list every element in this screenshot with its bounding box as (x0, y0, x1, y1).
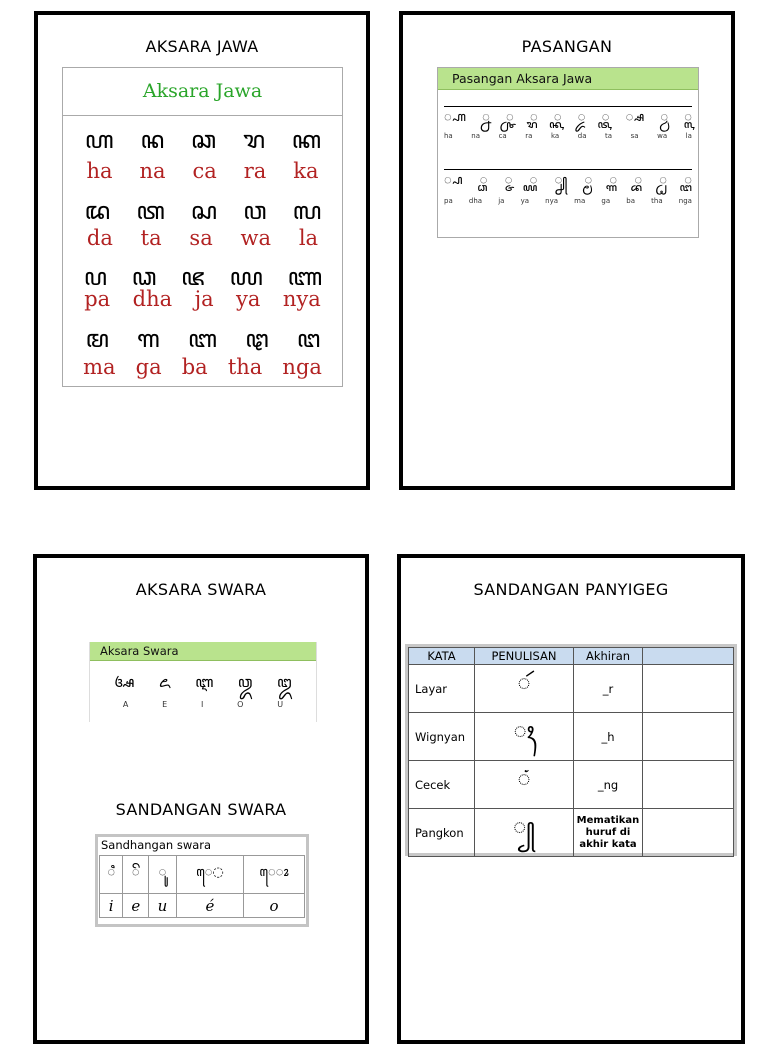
glyph: ꦈ (277, 673, 292, 691)
latin-label: ma (574, 197, 586, 205)
latin-label: wa (657, 132, 668, 140)
glyph: ꦣ (131, 263, 156, 291)
latin-cell: e (123, 894, 149, 918)
latin-label: E (162, 700, 168, 709)
latin-label: ya (236, 287, 261, 311)
card-title: PASANGAN (521, 37, 613, 56)
latin-cell: u (149, 894, 177, 918)
latin-label: la (685, 132, 692, 140)
swara-glyph-row (90, 670, 316, 701)
glyph: ꧀ꦱ (625, 110, 645, 125)
sandhangan-swara-table (95, 834, 309, 927)
glyph: ꦧ (187, 325, 216, 353)
latin-label: la (298, 226, 319, 250)
glyph: ꦆ (195, 673, 214, 691)
card-title: SANDANGAN PANYIGEG (473, 580, 669, 599)
latin-label: ka (293, 159, 319, 183)
header-akhiran: Akhiran (574, 648, 643, 665)
glyph: ꧀ꦭ (684, 110, 692, 125)
latin-label: tha (651, 197, 663, 205)
latin-label: na (471, 132, 481, 140)
glyph: ꧀ꦣ (479, 173, 488, 188)
pasangan-glyph-row-1 (444, 106, 692, 133)
latin-label: ya (520, 197, 529, 205)
latin-label: sa (630, 132, 639, 140)
card-pasangan (399, 11, 735, 490)
glyph-cell: ꦺ◌ (176, 856, 243, 894)
glyph: ꦗ (181, 263, 204, 291)
glyph: ꦔ (296, 325, 320, 353)
latin-label: O (237, 700, 244, 709)
glyph: ꦭ (292, 197, 321, 225)
glyph: ꦲ (84, 126, 113, 154)
card-title: AKSARA SWARA (135, 580, 267, 599)
latin-label: ja (194, 287, 214, 311)
latin-label: na (139, 159, 166, 183)
latin-cell: o (244, 894, 305, 918)
swara-latin-row (90, 700, 316, 709)
aksara-jawa-chart (62, 67, 343, 387)
glyph: ꦩ (85, 325, 108, 353)
latin-label: nga (282, 355, 322, 379)
glyph: ꦠ (136, 197, 164, 225)
glyph: ꦛ (245, 325, 268, 353)
chart-title: Pasangan Aksara Jawa (438, 68, 698, 90)
glyph: ꧀ꦧ (634, 173, 643, 188)
penulisan-cell: ꦃ (475, 713, 574, 761)
latin-label: ra (243, 159, 267, 183)
glyph: ꧀ꦔ (684, 173, 692, 188)
aksara-swara-chart (89, 642, 317, 722)
glyph: ꧀ꦏ (553, 110, 562, 125)
latin-label: wa (240, 226, 272, 250)
card-title: AKSARA JAWA (145, 37, 259, 56)
table-row (409, 713, 734, 761)
latin-label: ja (498, 197, 505, 205)
latin-label: tha (227, 355, 263, 379)
latin-row-2 (63, 226, 342, 250)
header-penulisan: PENULISAN (475, 648, 574, 665)
glyph: ꧀ꦛ (659, 173, 668, 188)
glyph: ꧀ꦤ (482, 110, 490, 125)
glyph: ꧀ꦗ (504, 173, 513, 188)
latin-label: pa (444, 197, 453, 205)
glyph-cell: ꦺ◌ꦴ (244, 856, 305, 894)
pasangan-glyph-row-2 (444, 169, 692, 196)
glyph: ꦮ (243, 197, 266, 225)
card-sandangan-panyigeg (397, 554, 745, 1044)
latin-label: ba (181, 355, 208, 379)
penulisan-cell: ꦂ (475, 665, 574, 713)
latin-label: dha (468, 197, 483, 205)
pasangan-chart (437, 67, 699, 238)
kata-cell: Wignyan (409, 713, 475, 761)
glyph: ꦫ (242, 126, 264, 154)
panyigeg-table-frame (405, 644, 737, 856)
latin-label: ba (626, 197, 636, 205)
glyph: ꧀ꦥ (444, 173, 463, 188)
header-empty (643, 648, 734, 665)
akhiran-cell: _r (574, 665, 643, 713)
empty-cell (643, 665, 734, 713)
latin-label: I (201, 700, 204, 709)
glyph: ꦌ (158, 673, 171, 691)
glyph: ꦪ (229, 263, 262, 291)
latin-cell: é (176, 894, 243, 918)
glyph: ꦢ (84, 197, 110, 225)
table-row (409, 809, 734, 857)
glyph-cell: ◌ꦼ (123, 856, 149, 894)
latin-label: ra (525, 132, 533, 140)
glyph: ꧀ꦪ (529, 173, 538, 188)
glyph: ꧀ꦲ (444, 110, 466, 125)
latin-label: ga (135, 355, 162, 379)
akhiran-cell: _ng (574, 761, 643, 809)
latin-label: A (122, 700, 129, 709)
chart-title: Aksara Swara (90, 642, 316, 661)
table-header-row (409, 648, 734, 665)
empty-cell (643, 809, 734, 857)
latin-label: ga (601, 197, 611, 205)
latin-label: ta (605, 132, 613, 140)
latin-label: nya (545, 197, 559, 205)
card-aksara-swara (33, 554, 369, 1044)
glyph: ꦤ (140, 126, 164, 154)
latin-label: pa (84, 287, 111, 311)
glyph: ꦄ (114, 673, 135, 691)
latin-row-3 (63, 287, 342, 311)
panyigeg-table (408, 647, 734, 857)
sandhangan-grid (99, 855, 305, 918)
kata-cell: Cecek (409, 761, 475, 809)
latin-label: ma (83, 355, 116, 379)
glyph: ꦚ (287, 263, 322, 291)
glyph: ꧀ꦩ (584, 173, 593, 188)
glyph: ꧀ꦒ (609, 173, 618, 188)
glyph: ꧀ꦢ (577, 110, 586, 125)
glyph: ꦥ (83, 263, 106, 291)
latin-label: nga (678, 197, 692, 205)
header-kata: KATA (409, 648, 475, 665)
glyph-cell: ◌ꦶ (100, 856, 123, 894)
latin-label: nya (282, 287, 321, 311)
empty-cell (643, 761, 734, 809)
glyph: ꧀ꦚ (554, 173, 568, 188)
penulisan-cell: ꧀ (475, 809, 574, 857)
latin-label: da (86, 226, 113, 250)
glyph: ꦏ (291, 126, 321, 154)
pasangan-latin-row-2 (444, 197, 692, 205)
akhiran-cell: Mematikan huruf di akhir kata (574, 809, 643, 857)
latin-label: ta (140, 226, 162, 250)
card-aksara-jawa (34, 11, 370, 490)
glyph: ꦒ (137, 325, 159, 353)
glyph-cell: ◌ꦸ (149, 856, 177, 894)
latin-label: U (277, 700, 284, 709)
akhiran-cell: _h (574, 713, 643, 761)
penulisan-cell: ꦁ (475, 761, 574, 809)
section-title: SANDANGAN SWARA (115, 800, 287, 819)
kata-cell: Layar (409, 665, 475, 713)
latin-label: ha (86, 159, 113, 183)
empty-cell (643, 713, 734, 761)
latin-label: ka (550, 132, 560, 140)
glyph: ꧀ꦠ (601, 110, 610, 125)
pasangan-latin-row-1 (444, 132, 692, 140)
latin-row-4 (63, 355, 342, 379)
latin-label: ca (498, 132, 507, 140)
latin-label: ca (192, 159, 217, 183)
latin-label: da (577, 132, 587, 140)
glyph: ꧀ꦕ (506, 110, 514, 125)
kata-cell: Pangkon (409, 809, 475, 857)
glyph: ꦱ (190, 197, 217, 225)
glyph: ꧀ꦮ (660, 110, 669, 125)
glyph: ꦕ (191, 126, 216, 154)
table-row (409, 665, 734, 713)
glyph: ꧀ꦫ (529, 110, 538, 125)
table-row (409, 761, 734, 809)
table-title: Sandhangan swara (101, 838, 212, 852)
chart-title: Aksara Jawa (63, 68, 342, 116)
latin-label: ha (444, 132, 453, 140)
latin-label: sa (189, 226, 213, 250)
latin-cell: i (100, 894, 123, 918)
latin-label: dha (132, 287, 173, 311)
glyph: ꦎ (237, 673, 253, 691)
latin-row-1 (63, 159, 342, 183)
